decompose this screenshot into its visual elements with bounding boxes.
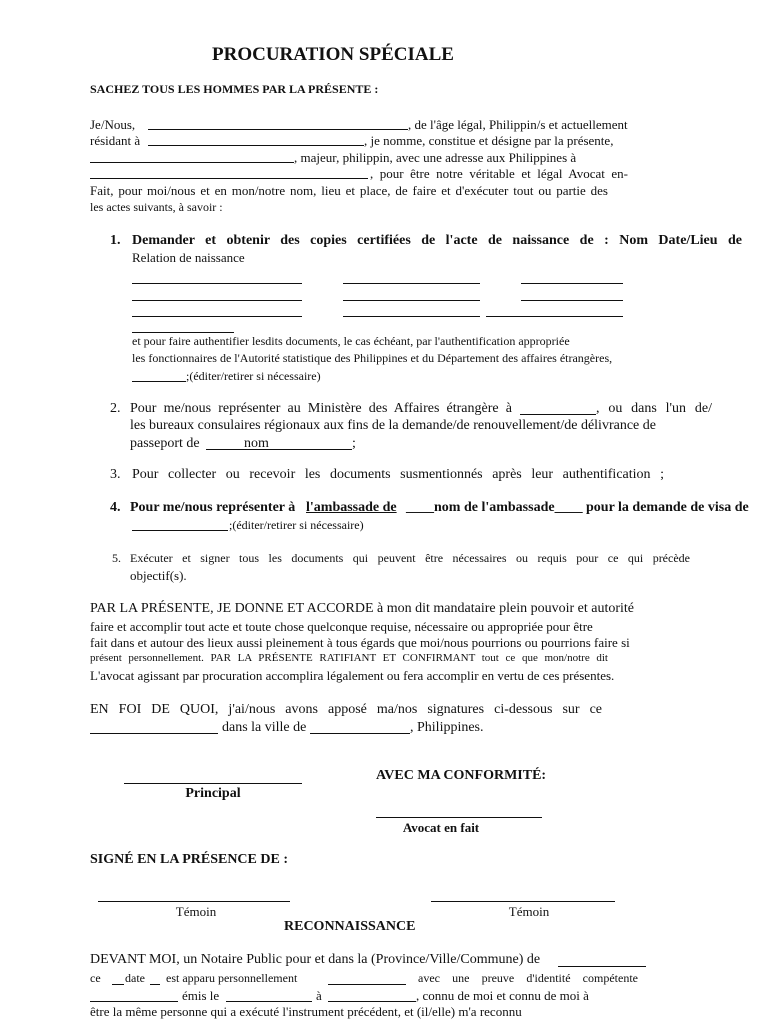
blank-line — [90, 178, 368, 179]
item-4-part-3: ____nom de l'ambassade____ — [406, 500, 583, 515]
item-1-after-2: les fonctionnaires de l'Autorité statistique des Philippines et du Département des affaires étrangères, — [132, 351, 613, 365]
item-4-line-2: ;(éditer/retirer si nécessaire) — [229, 518, 364, 532]
acknowledgment-line-2d: avec une preuve d'identité compétente — [418, 971, 638, 985]
acknowledgment-line-2a: ce — [90, 971, 101, 985]
witness-1-signature-line — [98, 901, 290, 902]
blank-line — [150, 984, 160, 985]
item-4-number: 4. — [110, 500, 121, 515]
item-3-line-1: Pour collecter ou recevoir les documents susmentionnés après leur authentification ; — [132, 467, 664, 482]
acknowledgment-line-3a: émis le — [182, 988, 220, 1003]
acknowledgment-line-3b: à — [316, 988, 322, 1003]
blank-line — [520, 414, 596, 415]
blank-line — [148, 145, 364, 146]
opening-heading: SACHEZ TOUS LES HOMMES PAR LA PRÉSENTE : — [90, 82, 379, 96]
blank-line — [328, 984, 406, 985]
principal-label: Principal — [185, 786, 241, 801]
acknowledgment-line-4: être la même personne qui a exécuté l'instrument précédent, et (il/elle) m'a reconnu — [90, 1004, 522, 1019]
item-5-number: 5. — [112, 551, 121, 565]
item-2-number: 2. — [110, 401, 121, 416]
blank-line — [343, 283, 480, 284]
blank-line — [148, 129, 408, 130]
acknowledgment-line-2c: est apparu personnellement — [166, 971, 298, 985]
acknowledgment-line-3c: , connu de moi et connu de moi à — [416, 988, 589, 1003]
item-2-name-label: nom — [244, 436, 269, 451]
acknowledgment-line-1: DEVANT MOI, un Notaire Public pour et dans la (Province/Ville/Commune) de — [90, 952, 541, 967]
intro-line-6: les actes suivants, à savoir : — [90, 200, 223, 214]
blank-line — [90, 733, 218, 734]
item-2-line-1b: , ou dans l'un de/ — [596, 401, 712, 416]
intro-line-4: , pour être notre véritable et légal Avocat en- — [370, 166, 628, 181]
blank-line — [90, 1001, 178, 1002]
grant-line-2: faire et accomplir tout acte et toute chose quelconque requise, nécessaire ou appropriée pour être — [90, 619, 593, 634]
grant-line-3: fait dans et autour des lieux aussi pleinement à tous égards que moi/nous pourrions ou pourrions faire si — [90, 635, 630, 650]
blank-line — [90, 162, 294, 163]
blank-line — [310, 733, 410, 734]
blank-line — [343, 316, 480, 317]
item-2-line-3a: passeport de — [130, 436, 200, 451]
item-1-line-2: Relation de naissance — [132, 250, 245, 265]
witness-clause-line-1: EN FOI DE QUOI, j'ai/nous avons apposé ma/nos signatures ci-dessous sur ce — [90, 702, 602, 717]
item-1-line-1: Demander et obtenir des copies certifiées de l'acte de naissance de : Nom Date/Lieu de — [132, 233, 742, 248]
principal-signature-line — [124, 783, 302, 784]
blank-line — [521, 283, 623, 284]
blank-line — [132, 530, 228, 531]
item-1-number: 1. — [110, 233, 121, 248]
blank-line — [132, 300, 302, 301]
item-2-line-2: les bureaux consulaires régionaux aux fins de la demande/de renouvellement/de délivrance de — [130, 418, 656, 433]
grant-line-4: présent personnellement. PAR LA PRÉSENTE RATIFIANT ET CONFIRMANT tout ce que mon/notre dit — [90, 652, 608, 664]
item-1-after-1: et pour faire authentifier lesdits documents, le cas échéant, par l'authentification appropriée — [132, 334, 570, 348]
item-4-part-4: pour la demande de visa de — [586, 500, 749, 515]
item-3-number: 3. — [110, 467, 121, 482]
blank-line — [132, 381, 186, 382]
blank-line — [132, 332, 234, 333]
acknowledgment-date-label: date — [125, 971, 145, 985]
blank-line — [226, 1001, 312, 1002]
witness-2-label: Témoin — [508, 904, 550, 919]
intro-line-2a: résidant à — [90, 133, 141, 148]
item-5-line-2: objectif(s). — [130, 568, 187, 583]
item-4-part-1: Pour me/nous représenter à — [130, 500, 296, 515]
document-title: PROCURATION SPÉCIALE — [212, 44, 454, 65]
attorney-signature-line — [376, 817, 542, 818]
witness-clause-line-2b: , Philippines. — [410, 720, 484, 735]
blank-line — [558, 966, 646, 967]
grant-line-1: PAR LA PRÉSENTE, JE DONNE ET ACCORDE à mon dit mandataire plein pouvoir et autorité — [90, 601, 635, 616]
blank-line — [328, 1001, 416, 1002]
blank-line — [486, 316, 623, 317]
blank-line — [521, 300, 623, 301]
acknowledgment-title: RECONNAISSANCE — [284, 919, 416, 934]
item-1-after-3: ;(éditer/retirer si nécessaire) — [186, 369, 321, 383]
signed-presence-heading: SIGNÉ EN LA PRÉSENCE DE : — [90, 852, 288, 867]
item-2-line-3c: ; — [352, 436, 356, 451]
attorney-label: Avocat en fait — [402, 820, 480, 835]
witness-1-label: Témoin — [175, 904, 217, 919]
intro-line-1a: Je/Nous, — [90, 117, 136, 132]
witness-clause-line-2a: dans la ville de — [222, 720, 307, 735]
blank-line — [343, 300, 480, 301]
intro-line-3: , majeur, philippin, avec une adresse aux Philippines à — [294, 150, 577, 165]
blank-line — [132, 316, 302, 317]
intro-line-2b: , je nomme, constitue et désigne par la présente, — [364, 133, 614, 148]
witness-2-signature-line — [431, 901, 615, 902]
grant-line-5: L'avocat agissant par procuration accomplira légalement ou fera accomplir en vertu de ces présentes. — [90, 668, 615, 683]
blank-line — [112, 984, 124, 985]
blank-line — [206, 449, 352, 450]
blank-line — [132, 283, 302, 284]
item-2-line-1a: Pour me/nous représenter au Ministère des Affaires étrangère à — [130, 401, 512, 416]
item-5-line-1: Exécuter et signer tous les documents qui peuvent être nécessaires ou requis pour ce qui précède — [130, 551, 690, 565]
intro-line-1b: , de l'âge légal, Philippin/s et actuellement — [408, 117, 628, 132]
intro-line-5: Fait, pour moi/nous et en mon/notre nom, lieu et place, de faire et d'exécuter tout ou partie des — [90, 183, 608, 198]
conformity-heading: AVEC MA CONFORMITÉ: — [376, 768, 547, 783]
item-4-part-2: l'ambassade de — [306, 500, 397, 515]
